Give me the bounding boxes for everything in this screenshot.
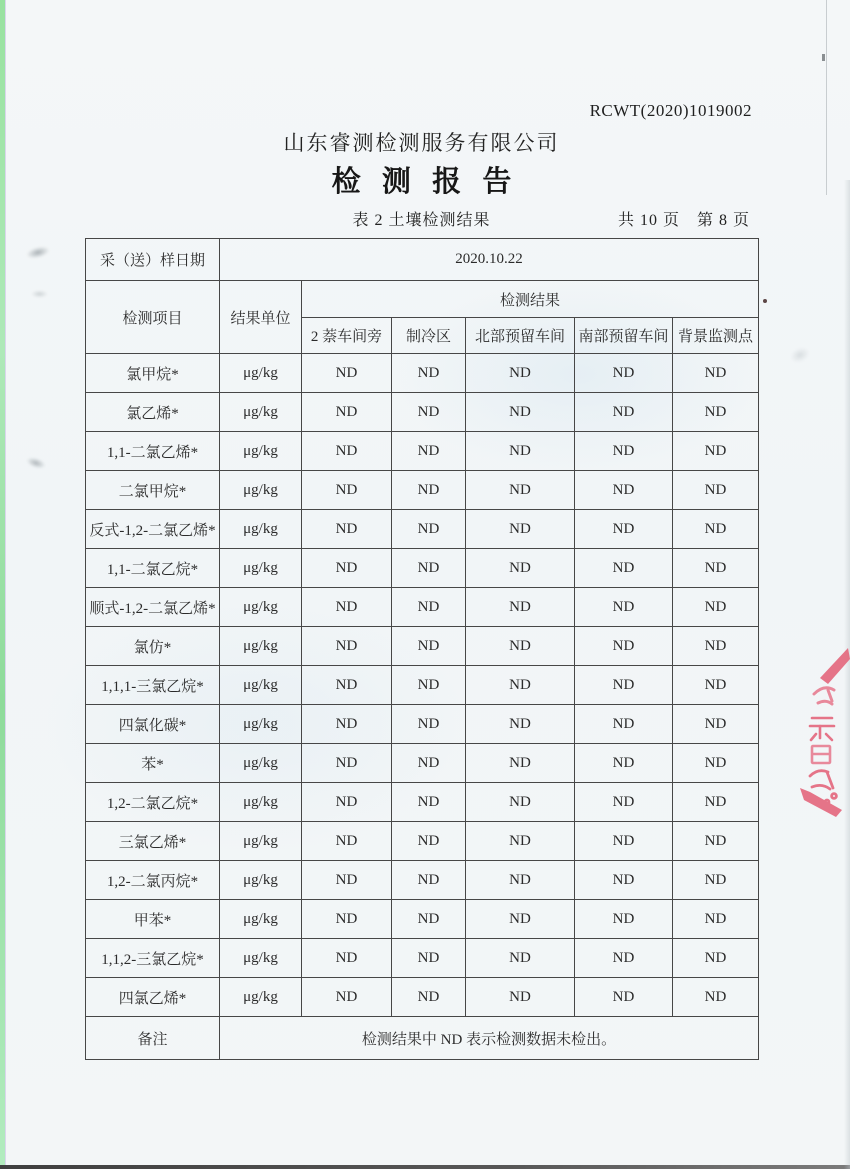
result-cell: ND [673, 822, 759, 861]
result-cell: ND [466, 705, 575, 744]
note-label: 备注 [86, 1017, 220, 1060]
result-cell: ND [673, 900, 759, 939]
unit-cell: μg/kg [220, 705, 302, 744]
analyte-name: 1,2-二氯乙烷* [86, 783, 220, 822]
analyte-name: 1,1-二氯乙烷* [86, 549, 220, 588]
unit-cell: μg/kg [220, 666, 302, 705]
result-cell: ND [302, 744, 392, 783]
result-cell: ND [673, 627, 759, 666]
analyte-name: 氯乙烯* [86, 393, 220, 432]
result-cell: ND [302, 900, 392, 939]
result-cell: ND [302, 432, 392, 471]
result-cell: ND [466, 471, 575, 510]
results-tbody [86, 354, 759, 1017]
result-cell: ND [575, 393, 673, 432]
result-cell: ND [392, 666, 466, 705]
sample-date-row [86, 239, 759, 281]
result-cell: ND [673, 432, 759, 471]
unit-cell: μg/kg [220, 471, 302, 510]
result-cell: ND [302, 588, 392, 627]
unit-cell: μg/kg [220, 393, 302, 432]
item-column-header: 检测项目 [86, 281, 220, 354]
table-row [86, 588, 759, 627]
scan-smudge [25, 455, 47, 471]
unit-cell: μg/kg [220, 783, 302, 822]
table-row [86, 510, 759, 549]
results-table [85, 238, 759, 1060]
result-cell: ND [575, 822, 673, 861]
unit-cell: μg/kg [220, 900, 302, 939]
scan-speck [763, 299, 767, 303]
location-header: 2 萘车间旁 [302, 318, 392, 354]
result-cell: ND [466, 588, 575, 627]
scan-edge-right-line [826, 0, 827, 195]
result-cell: ND [466, 783, 575, 822]
analyte-name: 苯* [86, 744, 220, 783]
result-cell: ND [673, 471, 759, 510]
scan-edge-bottom [0, 1165, 850, 1169]
result-cell: ND [302, 627, 392, 666]
scan-smudge [25, 244, 51, 260]
table-row [86, 822, 759, 861]
result-cell: ND [673, 588, 759, 627]
table-caption-row [85, 207, 758, 231]
result-cell: ND [673, 393, 759, 432]
scan-speck [822, 54, 825, 61]
result-cell: ND [575, 744, 673, 783]
sample-date-label: 采（送）样日期 [86, 239, 220, 281]
table-caption: 表 2 土壤检测结果 [352, 212, 491, 229]
results-thead-body [86, 239, 759, 354]
table-row [86, 432, 759, 471]
result-cell: ND [392, 549, 466, 588]
result-cell: ND [466, 666, 575, 705]
result-cell: ND [673, 861, 759, 900]
result-cell: ND [673, 705, 759, 744]
result-cell: ND [466, 510, 575, 549]
unit-cell: μg/kg [220, 354, 302, 393]
unit-cell: μg/kg [220, 978, 302, 1017]
result-cell: ND [392, 939, 466, 978]
result-cell: ND [575, 627, 673, 666]
result-cell: ND [575, 705, 673, 744]
company-name: 山东睿测检测服务有限公司 [283, 131, 560, 155]
analyte-name: 反式-1,2-二氯乙烯* [86, 510, 220, 549]
unit-column-header: 结果单位 [220, 281, 302, 354]
table-row [86, 939, 759, 978]
result-cell: ND [466, 549, 575, 588]
table-row [86, 627, 759, 666]
note-text: 检测结果中 ND 表示检测数据未检出。 [220, 1017, 759, 1060]
result-cell: ND [392, 861, 466, 900]
table-row [86, 549, 759, 588]
result-cell: ND [392, 393, 466, 432]
red-stamp-fragment [798, 646, 850, 818]
result-cell: ND [392, 510, 466, 549]
result-cell: ND [466, 861, 575, 900]
table-row [86, 744, 759, 783]
report-number: RCWT(2020)1019002 [589, 101, 752, 120]
result-cell: ND [302, 822, 392, 861]
header-row-top [86, 281, 759, 318]
result-cell: ND [302, 510, 392, 549]
report-title: 检 测 报 告 [331, 166, 519, 198]
unit-cell: μg/kg [220, 939, 302, 978]
location-header: 制冷区 [392, 318, 466, 354]
unit-cell: μg/kg [220, 510, 302, 549]
result-cell: ND [392, 354, 466, 393]
result-cell: ND [302, 978, 392, 1017]
result-cell: ND [392, 978, 466, 1017]
results-note-body [86, 1017, 759, 1060]
result-cell: ND [673, 783, 759, 822]
sample-date-value: 2020.10.22 [220, 239, 759, 281]
result-cell: ND [392, 744, 466, 783]
result-cell: ND [392, 471, 466, 510]
table-row [86, 783, 759, 822]
result-cell: ND [302, 393, 392, 432]
analyte-name: 四氯化碳* [86, 705, 220, 744]
table-row [86, 900, 759, 939]
result-cell: ND [466, 939, 575, 978]
result-cell: ND [575, 666, 673, 705]
result-cell: ND [302, 783, 392, 822]
unit-cell: μg/kg [220, 822, 302, 861]
unit-cell: μg/kg [220, 744, 302, 783]
result-cell: ND [575, 510, 673, 549]
unit-cell: μg/kg [220, 861, 302, 900]
table-row [86, 666, 759, 705]
table-row [86, 471, 759, 510]
analyte-name: 1,1-二氯乙烯* [86, 432, 220, 471]
unit-cell: μg/kg [220, 549, 302, 588]
scan-smudge [788, 344, 812, 365]
result-cell: ND [466, 432, 575, 471]
result-cell: ND [575, 588, 673, 627]
result-cell: ND [673, 549, 759, 588]
result-cell: ND [392, 588, 466, 627]
result-cell: ND [302, 939, 392, 978]
table-row [86, 978, 759, 1017]
result-cell: ND [302, 549, 392, 588]
result-cell: ND [302, 705, 392, 744]
analyte-name: 1,1,2-三氯乙烷* [86, 939, 220, 978]
analyte-name: 1,1,1-三氯乙烷* [86, 666, 220, 705]
table-row [86, 705, 759, 744]
scan-edge-left [0, 0, 6, 1169]
result-cell: ND [673, 744, 759, 783]
result-cell: ND [466, 978, 575, 1017]
analyte-name: 1,2-二氯丙烷* [86, 861, 220, 900]
analyte-name: 氯甲烷* [86, 354, 220, 393]
unit-cell: μg/kg [220, 588, 302, 627]
result-cell: ND [575, 549, 673, 588]
result-cell: ND [673, 354, 759, 393]
analyte-name: 三氯乙烯* [86, 822, 220, 861]
unit-cell: μg/kg [220, 627, 302, 666]
table-row [86, 861, 759, 900]
result-cell: ND [575, 471, 673, 510]
analyte-name: 四氯乙烯* [86, 978, 220, 1017]
result-cell: ND [302, 861, 392, 900]
result-cell: ND [575, 861, 673, 900]
result-cell: ND [466, 393, 575, 432]
location-header: 北部预留车间 [466, 318, 575, 354]
result-cell: ND [302, 354, 392, 393]
result-cell: ND [392, 705, 466, 744]
table-row [86, 354, 759, 393]
analyte-name: 氯仿* [86, 627, 220, 666]
result-cell: ND [673, 510, 759, 549]
unit-cell: μg/kg [220, 432, 302, 471]
result-cell: ND [575, 900, 673, 939]
result-cell: ND [673, 978, 759, 1017]
result-cell: ND [392, 900, 466, 939]
result-cell: ND [302, 666, 392, 705]
result-cell: ND [673, 666, 759, 705]
result-cell: ND [466, 822, 575, 861]
analyte-name: 二氯甲烷* [86, 471, 220, 510]
note-row [86, 1017, 759, 1060]
scan-smudge [31, 290, 48, 298]
result-cell: ND [673, 939, 759, 978]
result-cell: ND [575, 432, 673, 471]
result-cell: ND [466, 354, 575, 393]
page-info: 共 10 页 第 8 页 [617, 212, 750, 229]
location-header: 南部预留车间 [575, 318, 673, 354]
result-cell: ND [575, 978, 673, 1017]
result-cell: ND [392, 627, 466, 666]
result-cell: ND [392, 783, 466, 822]
analyte-name: 甲苯* [86, 900, 220, 939]
table-row [86, 393, 759, 432]
result-cell: ND [466, 900, 575, 939]
result-cell: ND [392, 432, 466, 471]
result-cell: ND [575, 939, 673, 978]
result-cell: ND [466, 744, 575, 783]
result-cell: ND [466, 627, 575, 666]
results-group-header: 检测结果 [302, 281, 759, 318]
analyte-name: 顺式-1,2-二氯乙烯* [86, 588, 220, 627]
location-header: 背景监测点 [673, 318, 759, 354]
result-cell: ND [392, 822, 466, 861]
result-cell: ND [575, 354, 673, 393]
result-cell: ND [575, 783, 673, 822]
result-cell: ND [302, 471, 392, 510]
